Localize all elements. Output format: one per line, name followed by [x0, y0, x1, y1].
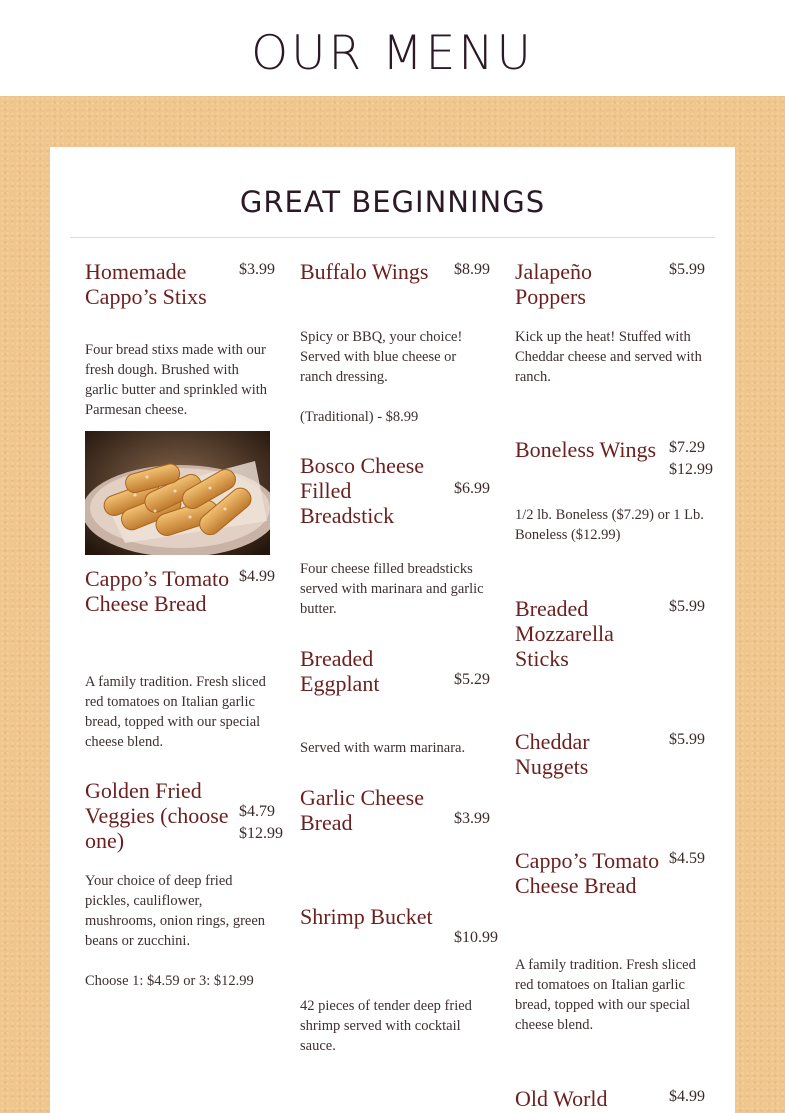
item-price: $5.99: [669, 261, 705, 278]
item-name: Golden Fried Veggies (choose one): [85, 778, 229, 853]
item-description: A family tradition. Fresh sliced red tomatoes on Italian garlic bread, topped with our special cheese blend.: [515, 957, 696, 1033]
page-title: OUR MENU: [251, 26, 534, 81]
item-price-small: $7.29: [669, 439, 705, 456]
item-name: Bosco Cheese Filled Breadstick: [300, 453, 425, 528]
item-name: Jalapeño Poppers: [515, 259, 592, 309]
menu-panel: [50, 147, 735, 1113]
item-note: (Traditional) - $8.99: [300, 409, 419, 425]
item-description: Four bread stixs made with our fresh dough. Brushed with garlic butter and sprinkled with Parmesan cheese.: [85, 342, 268, 418]
item-description: Spicy or BBQ, your choice! Served with blue cheese or ranch dressing.: [300, 329, 463, 385]
item-name: Breaded Eggplant: [300, 646, 380, 696]
item-price: $4.59: [669, 850, 705, 867]
breadsticks-image: [85, 431, 270, 555]
item-price: $8.99: [454, 261, 490, 278]
item-price-small: $4.79: [239, 803, 275, 820]
item-price: $6.99: [454, 480, 490, 497]
item-price: $10.99: [454, 929, 498, 946]
item-name: Cappo’s Tomato Cheese Bread: [85, 566, 230, 616]
menu-item-mozzarella-sticks[interactable]: [515, 596, 715, 676]
item-description: Kick up the heat! Stuffed with Cheddar cheese and served with ranch.: [515, 329, 702, 385]
item-description: Your choice of deep fried pickles, cauliflower, mushrooms, onion rings, green beans or zucchini.: [85, 873, 266, 949]
menu-item-buffalo-wings[interactable]: [300, 259, 500, 429]
item-name: Garlic Cheese Bread: [300, 785, 424, 835]
breadsticks-photo: [85, 431, 270, 555]
item-name: Breaded Mozzarella Sticks: [515, 596, 614, 671]
item-name: Buffalo Wings: [300, 259, 429, 284]
menu-item-cheddar-nuggets[interactable]: [515, 729, 715, 789]
item-price-large: $12.99: [669, 461, 713, 478]
item-description: A family tradition. Fresh sliced red tomatoes on Italian garlic bread, topped with our special cheese blend.: [85, 674, 266, 750]
item-price: $3.99: [239, 261, 275, 278]
item-note: Choose 1: $4.59 or 3: $12.99: [85, 973, 254, 989]
item-name: Homemade Cappo’s Stixs: [85, 259, 207, 309]
item-name: Cappo’s Tomato Cheese Bread: [515, 848, 660, 898]
item-price: $3.99: [454, 810, 490, 827]
menu-item-tomato-cheese-bread[interactable]: [85, 566, 285, 756]
page-header: [0, 0, 785, 96]
item-price: $5.29: [454, 671, 490, 688]
menu-item-jalapeno-poppers[interactable]: [515, 259, 715, 399]
menu-item-tomato-cheese-bread-2[interactable]: [515, 848, 715, 1038]
item-price: $5.99: [669, 598, 705, 615]
item-name: Old World: [515, 1086, 608, 1111]
menu-item-breaded-eggplant[interactable]: [300, 646, 500, 766]
menu-item-boneless-wings[interactable]: [515, 437, 715, 557]
menu-item-bosco-cheese[interactable]: [300, 453, 500, 623]
item-price-large: $12.99: [239, 825, 283, 842]
menu-item-old-world[interactable]: [515, 1086, 715, 1113]
item-price: $4.99: [239, 568, 275, 585]
divider: [70, 237, 715, 238]
menu-item-garlic-cheese-bread[interactable]: [300, 785, 500, 865]
menu-item-homemade-stix[interactable]: [85, 259, 285, 419]
item-description: 1/2 lb. Boneless ($7.29) or 1 Lb. Boneless ($12.99): [515, 507, 704, 543]
section-title: GREAT BEGINNINGS: [239, 185, 546, 219]
menu-item-shrimp-bucket[interactable]: [300, 904, 500, 1064]
item-description: Served with warm marinara.: [300, 740, 466, 756]
menu-item-golden-fried-veggies[interactable]: [85, 778, 285, 993]
item-description: 42 pieces of tender deep fried shrimp served with cocktail sauce.: [300, 998, 472, 1054]
item-name: Shrimp Bucket: [300, 904, 433, 929]
item-name: Cheddar Nuggets: [515, 729, 590, 779]
item-price: $4.99: [669, 1088, 705, 1105]
item-name: Boneless Wings: [515, 437, 657, 462]
item-description: Four cheese filled breadsticks served with marinara and garlic butter.: [300, 561, 484, 617]
item-price: $5.99: [669, 731, 705, 748]
